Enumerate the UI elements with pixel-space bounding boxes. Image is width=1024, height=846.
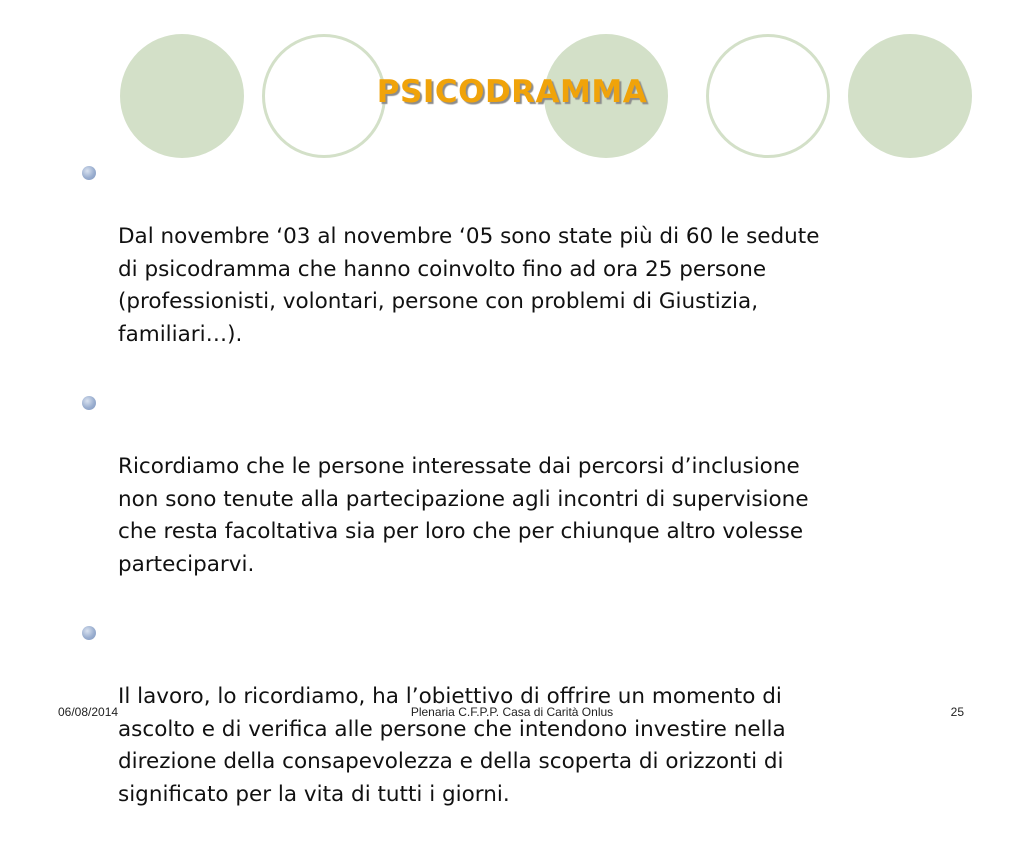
bullet-list bbox=[82, 156, 982, 846]
footer-organization: Plenaria C.F.P.P. Casa di Carità Onlus bbox=[410, 705, 614, 719]
bullet-icon bbox=[82, 626, 96, 640]
bullet-icon bbox=[82, 396, 96, 410]
bullet-text: Ricordiamo che le persone interessate dai percorsi d’inclusione non sono tenute alla partecipazione agli incontri di supervisione che resta facoltativa sia per loro che per chiunque altro volesse parteciparvi. bbox=[118, 454, 809, 577]
bullet-item bbox=[82, 156, 982, 351]
footer-date: 06/08/2014 bbox=[58, 705, 119, 719]
page-number: 25 bbox=[950, 705, 964, 719]
bullet-text: Il lavoro, lo ricordiamo, ha l’obiettivo di offrire un momento di ascolto e di verifica alle persone che intendono investire nella direzione della consapevolezza e della scoperta di orizzonti di significato per la vita di tutti i giorni. bbox=[118, 684, 786, 807]
bullet-text: Dal novembre ‘03 al novembre ‘05 sono state più di 60 le sedute di psicodramma che hanno coinvolto fino ad ora 25 persone (professionisti, volontari, persone con problemi di Giustizia, familiari…). bbox=[118, 224, 820, 347]
bullet-item bbox=[82, 386, 982, 581]
bullet-icon bbox=[82, 166, 96, 180]
slide-title: PSICODRAMMA bbox=[376, 74, 648, 110]
